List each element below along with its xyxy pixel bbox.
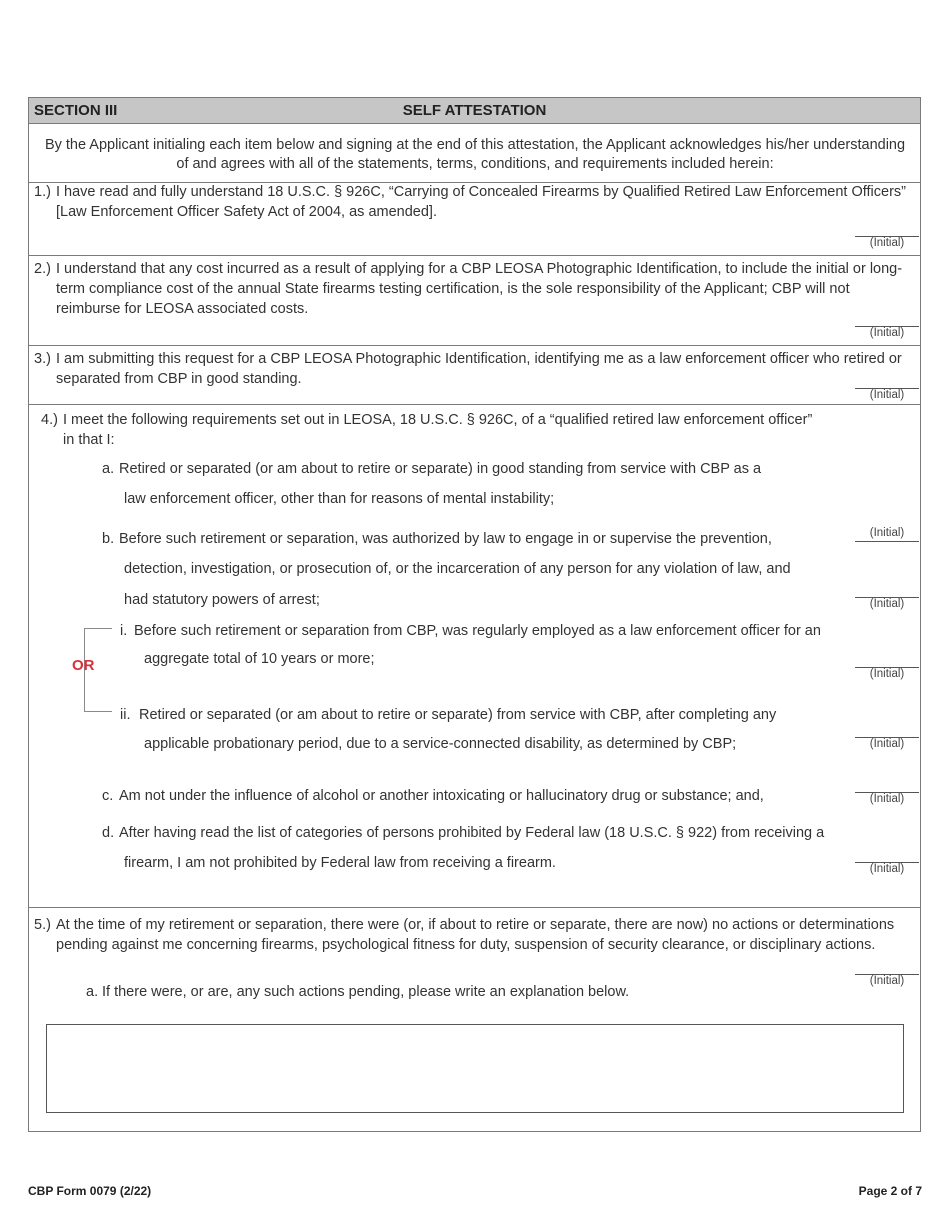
item-4bii-line2: applicable probationary period, due to a service-connected disability, as determined by CBP;: [144, 736, 737, 752]
initial-field-1[interactable]: (Initial): [855, 236, 919, 250]
section-header: [28, 97, 921, 124]
item-3-text: I am submitting this request for a CBP LEOSA Photographic Identification, identifying me as a law enforcement officer who retired or separated from CBP in good standing.: [56, 351, 902, 387]
form-number: CBP Form 0079 (2/22): [28, 1184, 152, 1198]
item-4bi-number: i.: [120, 623, 128, 639]
or-label: OR: [72, 657, 95, 674]
item-5-number: 5.): [34, 917, 51, 933]
explanation-textbox[interactable]: [46, 1024, 904, 1113]
initial-field-4bi[interactable]: (Initial): [855, 667, 919, 681]
item-1-text: I have read and fully understand 18 U.S.C. § 926C, “Carrying of Concealed Firearms by Qualified Retired Law Enforcement Officers” [Law Enforcement Officer Safety Act of 2004, as amended].: [56, 184, 906, 220]
item-4a-number: a.: [102, 461, 115, 477]
item-4d-line2: firearm, I am not prohibited by Federal law from receiving a firearm.: [124, 855, 556, 871]
item-4-number: 4.): [41, 412, 58, 428]
initial-field-2[interactable]: (Initial): [855, 326, 919, 340]
item-1-number: 1.): [34, 184, 51, 200]
initial-field-4c[interactable]: (Initial): [855, 792, 919, 806]
initial-field-4d[interactable]: (Initial): [855, 862, 919, 876]
item-4b-line1: Before such retirement or separation, was authorized by law to engage in or supervise the prevention,: [119, 531, 772, 547]
item-4bii-number: ii.: [120, 707, 131, 723]
item-4a-line1: Retired or separated (or am about to retire or separate) in good standing from service with CBP as a: [119, 461, 762, 477]
initial-field-4bii[interactable]: (Initial): [855, 737, 919, 751]
item-2-number: 2.): [34, 261, 51, 277]
initial-line-4a: [855, 541, 919, 542]
item-4c-number: c.: [102, 788, 114, 804]
row-divider: [28, 907, 921, 908]
initial-field-4b[interactable]: (Initial): [855, 597, 919, 611]
item-4b-number: b.: [102, 531, 115, 547]
item-4a-line2: law enforcement officer, other than for reasons of mental instability;: [124, 491, 555, 507]
item-4b-line3: had statutory powers of arrest;: [124, 592, 320, 608]
item-4d-line1: After having read the list of categories of persons prohibited by Federal law (18 U.S.C. § 922) from receiving a: [119, 825, 825, 841]
section-label: SECTION III: [34, 102, 118, 119]
item-4bii-line1: Retired or separated (or am about to retire or separate) from service with CBP, after completing any: [139, 707, 777, 723]
row-divider: [28, 345, 921, 346]
item-4b-line2: detection, investigation, or prosecution of, or the incarceration of any person for any violation of law, and: [124, 561, 791, 577]
section-title: SELF ATTESTATION: [402, 102, 547, 119]
item-4bi-line1: Before such retirement or separation from CBP, was regularly employed as a law enforcement officer for an: [134, 623, 821, 639]
item-4c-text: Am not under the influence of alcohol or another intoxicating or hallucinatory drug or substance; and,: [119, 788, 764, 804]
initial-field-3[interactable]: (Initial): [855, 388, 919, 402]
intro-text: By the Applicant initialing each item below and signing at the end of this attestation, the Applicant acknowledges his/her understanding of and agrees with all of the statements, terms, conditions, and requirements included herein:: [44, 137, 906, 172]
item-2-text: I understand that any cost incurred as a result of applying for a CBP LEOSA Photographic Identification, to include the initial or long-term compliance cost of the annual State firearms testing certification, is the sole responsibility of the Applicant; CBP will not reimburse for LEOSA associated costs.: [56, 261, 903, 317]
item-5a-number: a.: [86, 984, 99, 1000]
item-5-text: At the time of my retirement or separation, there were (or, if about to retire or separate, there are now) no actions or determinations pending against me concerning firearms, psychological fitness for duty, suspension of security clearance, or disciplinary actions.: [56, 917, 895, 953]
item-3-number: 3.): [34, 351, 51, 367]
row-divider: [28, 404, 921, 405]
initial-field-5[interactable]: (Initial): [855, 974, 919, 988]
item-5a-text: If there were, or are, any such actions pending, please write an explanation below.: [102, 984, 630, 1000]
item-4-text: I meet the following requirements set out in LEOSA, 18 U.S.C. § 926C, of a “qualified retired law enforcement officer” in that I:: [63, 412, 813, 448]
page-number: Page 2 of 7: [858, 1184, 922, 1198]
row-divider: [28, 255, 921, 256]
form-frame: [28, 97, 921, 1132]
initial-field-4a[interactable]: (Initial): [869, 527, 905, 539]
item-4bi-line2: aggregate total of 10 years or more;: [144, 651, 375, 667]
item-4d-number: d.: [102, 825, 115, 841]
